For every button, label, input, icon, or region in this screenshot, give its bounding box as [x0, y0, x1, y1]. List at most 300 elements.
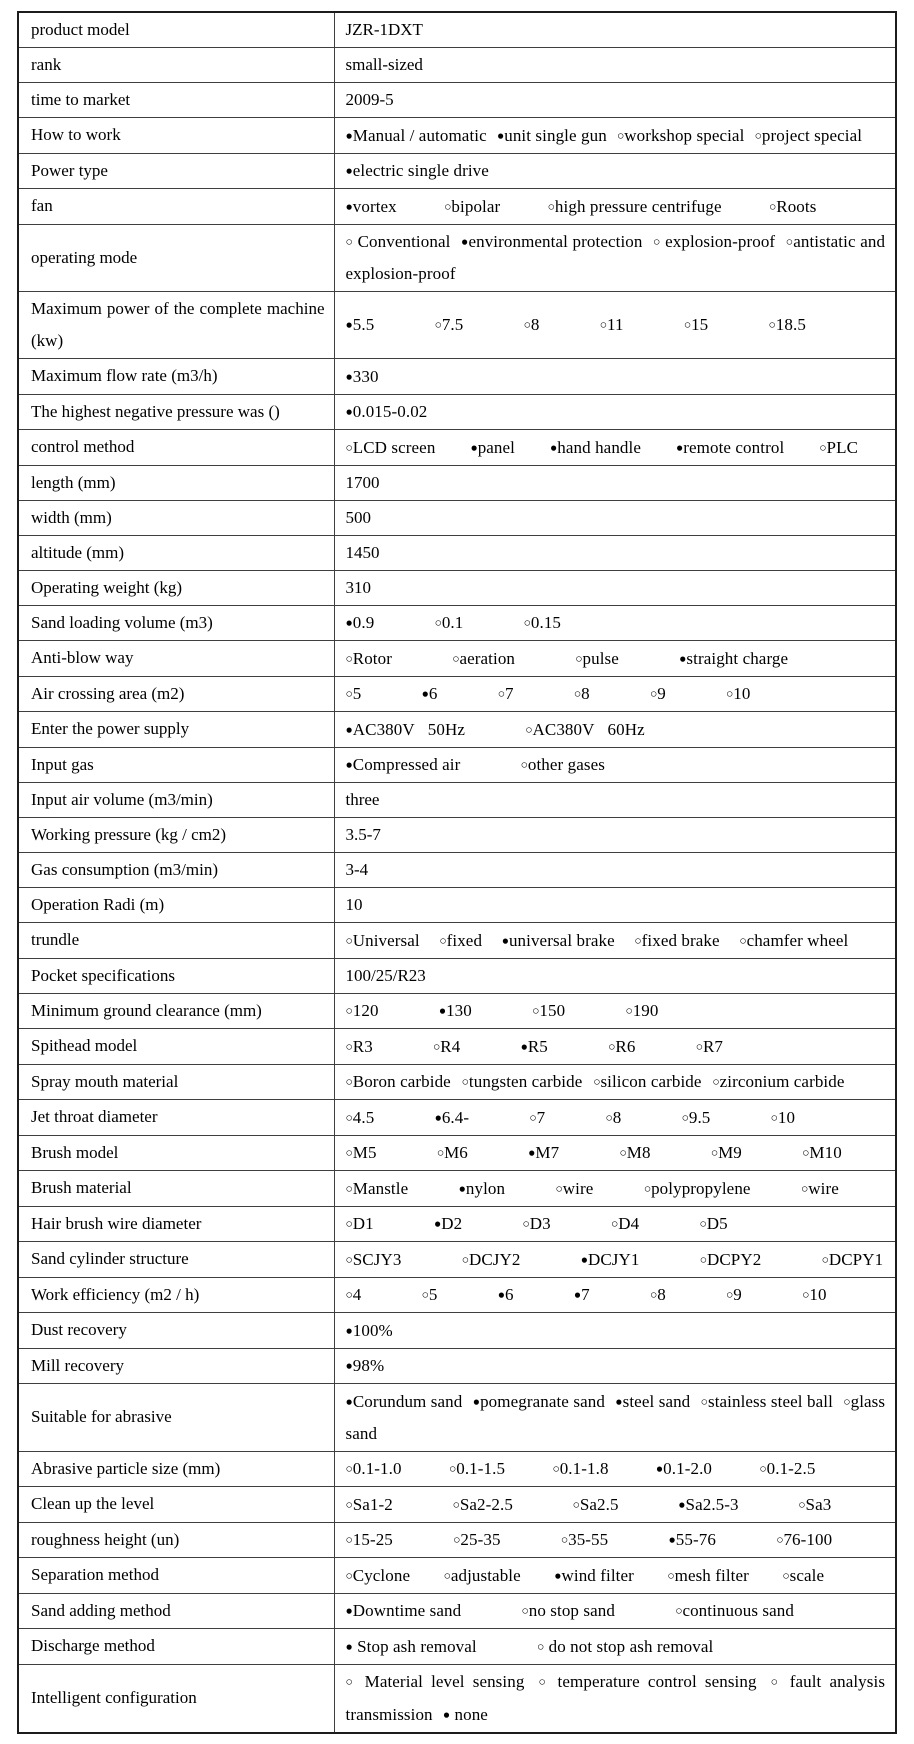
row-value: 100/25/R23 [334, 958, 896, 993]
row-value [334, 676, 896, 712]
row-label: Gas consumption (m3/min) [18, 853, 334, 888]
product-spec-table [17, 11, 897, 1734]
option [473, 1392, 605, 1411]
table-row [18, 747, 896, 783]
option-label: nylon [465, 1178, 506, 1198]
row-label: product model [18, 12, 334, 48]
row-label: Spithead model [18, 1029, 334, 1065]
row-label: Input air volume (m3/min) [18, 783, 334, 818]
row-label: Enter the power supply [18, 712, 334, 748]
option-label: 7 [504, 684, 514, 703]
radio-empty-icon: ○ [345, 1074, 353, 1089]
option-label: 8 [612, 1107, 622, 1127]
radio-empty-icon: ○ [532, 1003, 540, 1018]
option-label: stainless steel ball [707, 1391, 833, 1411]
radio-empty-icon: ○ [525, 722, 533, 736]
option [667, 1566, 749, 1585]
row-value [334, 224, 896, 292]
radio-empty-icon: ○ [770, 1674, 782, 1689]
radio-empty-icon: ○ [522, 1216, 530, 1231]
option-label: 0.15 [530, 613, 562, 632]
option-label: steel sand [622, 1391, 691, 1411]
row-label: Mill recovery [18, 1348, 334, 1384]
option [739, 931, 848, 950]
table-row [18, 888, 896, 923]
row-label: Input gas [18, 747, 334, 783]
option-label: M7 [535, 1143, 560, 1162]
table-row [18, 1242, 896, 1278]
radio-empty-icon: ○ [801, 1181, 809, 1195]
row-value [334, 1100, 896, 1136]
option-label: hand handle [557, 437, 641, 457]
option-label: unit single gun [504, 125, 607, 145]
option-label: R5 [527, 1036, 548, 1056]
option [726, 684, 750, 703]
option-label: 6 [504, 1285, 514, 1304]
row-label: Sand cylinder structure [18, 1242, 334, 1278]
option [346, 1495, 393, 1514]
option-label: 35-55 [568, 1530, 609, 1549]
option [771, 1108, 795, 1127]
option [444, 1566, 521, 1585]
table-row [18, 1522, 896, 1558]
option [522, 1214, 550, 1233]
radio-empty-icon: ○ [769, 199, 777, 213]
row-value [334, 1593, 896, 1629]
option-label: AC380V 60Hz [532, 719, 645, 739]
option-label: 8 [657, 1285, 666, 1304]
table-row [18, 818, 896, 853]
radio-empty-icon: ○ [523, 317, 531, 332]
option [346, 161, 489, 180]
radio-filled-icon: ● [345, 163, 353, 178]
option [346, 1179, 409, 1198]
radio-empty-icon: ○ [452, 651, 460, 665]
radio-empty-icon: ○ [345, 1216, 353, 1231]
radio-empty-icon: ○ [610, 1216, 619, 1231]
option-label: mesh filter [674, 1565, 749, 1585]
radio-empty-icon: ○ [345, 1110, 353, 1124]
option [435, 613, 464, 632]
radio-filled-icon: ● [460, 234, 469, 249]
row-label: Sand loading volume (m3) [18, 605, 334, 641]
option [433, 1037, 460, 1056]
radio-empty-icon: ○ [521, 1603, 529, 1618]
radio-empty-icon: ○ [520, 757, 528, 772]
option-label: 7 [581, 1285, 590, 1304]
table-row [18, 48, 896, 83]
row-value [334, 1522, 896, 1558]
option-label: bipolar [451, 196, 501, 216]
option [769, 315, 806, 334]
radio-filled-icon: ● [458, 1181, 466, 1195]
table-row [18, 1135, 896, 1171]
table-row [18, 1206, 896, 1242]
option-label: DCPY2 [706, 1249, 762, 1269]
option [346, 684, 362, 703]
row-label: Sand adding method [18, 1593, 334, 1629]
row-label: Maximum power of the complete machine (kw) [18, 292, 334, 359]
row-label: rank [18, 48, 334, 83]
option-label: electric single drive [352, 161, 489, 180]
row-value [334, 359, 896, 395]
option-label: 7.5 [441, 315, 464, 335]
option-label: DCJY2 [468, 1249, 521, 1269]
radio-filled-icon: ● [573, 1287, 582, 1302]
option-label: R7 [702, 1036, 723, 1056]
table-row [18, 853, 896, 888]
radio-empty-icon: ○ [461, 1074, 469, 1089]
option-label: M10 [809, 1143, 842, 1162]
radio-filled-icon: ● [345, 199, 353, 213]
option [462, 1072, 583, 1091]
row-label: Suitable for abrasive [18, 1384, 334, 1452]
row-value [334, 1242, 896, 1278]
option-label: 8 [530, 315, 540, 335]
option-label: wire [808, 1178, 839, 1198]
radio-empty-icon: ○ [523, 615, 531, 630]
radio-empty-icon: ○ [785, 234, 794, 249]
radio-filled-icon: ● [520, 1039, 528, 1053]
radio-empty-icon: ○ [821, 1252, 829, 1266]
row-label: The highest negative pressure was () [18, 394, 334, 430]
option-label: Rotor [352, 648, 392, 668]
row-label: Air crossing area (m2) [18, 676, 334, 712]
radio-filled-icon: ● [345, 317, 353, 332]
option-label: SCJY3 [352, 1249, 402, 1269]
option-label: Material level sensing [356, 1672, 525, 1691]
radio-empty-icon: ○ [572, 1497, 580, 1511]
option-label: silicon carbide [600, 1072, 702, 1091]
radio-empty-icon: ○ [776, 1532, 784, 1547]
option-label: 100% [352, 1320, 393, 1340]
radio-empty-icon: ○ [436, 1145, 445, 1160]
radio-filled-icon: ● [678, 1497, 686, 1511]
radio-filled-icon: ● [421, 686, 429, 701]
row-label: length (mm) [18, 465, 334, 500]
option-label: 10 [809, 1285, 827, 1304]
radio-empty-icon: ○ [434, 615, 442, 630]
option-label: Sa1-2 [352, 1494, 393, 1514]
option [439, 931, 482, 950]
option-label: 10 [733, 684, 751, 703]
table-row [18, 1277, 896, 1313]
row-value: 2009-5 [334, 83, 896, 118]
radio-empty-icon: ○ [439, 933, 447, 947]
option [346, 1356, 385, 1375]
radio-empty-icon: ○ [345, 1674, 357, 1689]
row-label: time to market [18, 83, 334, 118]
radio-filled-icon: ● [655, 1461, 664, 1476]
row-label: Brush model [18, 1135, 334, 1171]
option-label: D5 [706, 1214, 728, 1233]
row-value [334, 1384, 896, 1452]
option-label: 76-100 [783, 1530, 833, 1549]
option [502, 931, 615, 950]
row-label: Spray mouth material [18, 1064, 334, 1100]
option [552, 1459, 608, 1478]
row-value [334, 1171, 896, 1207]
row-value [334, 712, 896, 748]
radio-filled-icon: ● [550, 440, 558, 454]
option [346, 1530, 393, 1549]
option [435, 1108, 470, 1127]
radio-empty-icon: ○ [649, 1287, 658, 1302]
option-label: pulse [582, 648, 619, 668]
radio-empty-icon: ○ [345, 234, 354, 249]
option [608, 1037, 635, 1056]
radio-filled-icon: ● [528, 1145, 536, 1160]
option [625, 1001, 658, 1020]
option [619, 1143, 650, 1162]
row-label: roughness height (un) [18, 1522, 334, 1558]
option-label: Sa2.5-3 [685, 1494, 739, 1514]
radio-filled-icon: ● [676, 440, 684, 454]
option-label: Sa3 [805, 1494, 832, 1514]
option [346, 1214, 374, 1233]
table-row [18, 958, 896, 993]
row-label: Working pressure (kg / cm2) [18, 818, 334, 853]
option-label: antistatic and explosion-proof [345, 232, 886, 283]
option-label: 5 [352, 684, 362, 703]
row-value: 3.5-7 [334, 818, 896, 853]
option-label: 130 [446, 1001, 472, 1020]
option [678, 1495, 738, 1514]
radio-empty-icon: ○ [754, 128, 762, 142]
option [656, 1459, 712, 1478]
row-value [334, 292, 896, 359]
row-value [334, 153, 896, 189]
option [346, 232, 451, 251]
row-value: JZR-1DXT [334, 12, 896, 48]
row-value [334, 1313, 896, 1349]
option-label: 6 [428, 684, 438, 703]
option [453, 1495, 513, 1514]
table-row [18, 1487, 896, 1523]
option-label: 0.1-1.5 [456, 1459, 506, 1478]
row-value: 310 [334, 570, 896, 605]
radio-filled-icon: ● [580, 1252, 588, 1266]
option [575, 649, 619, 668]
radio-empty-icon: ○ [345, 1003, 353, 1018]
option [802, 1143, 842, 1162]
radio-empty-icon: ○ [421, 1287, 429, 1302]
row-label: Hair brush wire diameter [18, 1206, 334, 1242]
option [346, 1672, 525, 1691]
option [712, 1072, 844, 1091]
radio-empty-icon: ○ [712, 1074, 720, 1089]
option-label: pomegranate sand [480, 1391, 605, 1411]
spec-table-body [18, 12, 896, 1733]
radio-empty-icon: ○ [434, 317, 442, 332]
radio-empty-icon: ○ [345, 1181, 353, 1195]
row-label: Abrasive particle size (mm) [18, 1451, 334, 1487]
row-value: 10 [334, 888, 896, 923]
option-label: temperature control sensing [549, 1672, 757, 1691]
option [600, 315, 624, 334]
option [521, 1601, 614, 1620]
radio-empty-icon: ○ [453, 1532, 461, 1547]
option [346, 1072, 451, 1091]
option [346, 197, 397, 216]
radio-empty-icon: ○ [599, 317, 607, 332]
option [439, 1001, 472, 1020]
radio-empty-icon: ○ [537, 1639, 545, 1653]
option [556, 1179, 594, 1198]
option-label: 150 [539, 1001, 566, 1020]
option [701, 1392, 833, 1411]
option-label: other gases [527, 755, 605, 774]
option [802, 1285, 826, 1304]
option-label: M6 [444, 1143, 468, 1162]
option [684, 315, 708, 334]
option-label: R6 [615, 1036, 636, 1056]
option [769, 197, 816, 216]
option-label: Boron carbide [352, 1072, 451, 1091]
row-label: Brush material [18, 1171, 334, 1207]
option [346, 1250, 402, 1269]
table-row [18, 570, 896, 605]
row-label: control method [18, 430, 334, 466]
table-row [18, 1171, 896, 1207]
option [498, 1285, 514, 1304]
option-label: Stop ash removal [352, 1636, 477, 1656]
radio-filled-icon: ● [345, 1639, 353, 1653]
row-value [334, 1664, 896, 1733]
radio-filled-icon: ● [345, 757, 353, 772]
option [346, 755, 461, 774]
radio-empty-icon: ○ [759, 1461, 767, 1476]
option [726, 1285, 742, 1304]
option-label: chamfer wheel [746, 930, 849, 950]
option-label: 330 [352, 366, 379, 386]
option [346, 1566, 411, 1585]
option [346, 438, 436, 457]
row-label: Separation method [18, 1558, 334, 1594]
radio-empty-icon: ○ [575, 651, 583, 665]
radio-empty-icon: ○ [443, 1568, 451, 1582]
row-value [334, 1029, 896, 1065]
option [528, 1143, 559, 1162]
option [669, 1530, 716, 1549]
row-label: How to work [18, 118, 334, 154]
radio-empty-icon: ○ [675, 1603, 683, 1618]
option [346, 1392, 463, 1411]
option [574, 684, 590, 703]
radio-filled-icon: ● [472, 1394, 481, 1408]
option [711, 1143, 742, 1162]
row-label: Operating weight (kg) [18, 570, 334, 605]
option-label: Compressed air [352, 755, 461, 774]
radio-empty-icon: ○ [444, 199, 452, 213]
radio-empty-icon: ○ [345, 686, 353, 701]
option-label: 18.5 [775, 315, 806, 335]
table-row [18, 1664, 896, 1733]
option-label: adjustable [450, 1565, 521, 1585]
option-label: Roots [776, 196, 817, 216]
radio-empty-icon: ○ [345, 440, 353, 454]
radio-empty-icon: ○ [802, 1287, 810, 1302]
option [801, 1179, 839, 1198]
option-label: 5.5 [352, 315, 375, 335]
option-label: 0.1-1.8 [559, 1459, 609, 1478]
option-label: 9.5 [688, 1107, 711, 1127]
option [346, 1601, 462, 1620]
option [346, 1001, 379, 1020]
option-label: DCPY1 [828, 1249, 884, 1269]
option [822, 1250, 884, 1269]
option [682, 1108, 711, 1127]
radio-empty-icon: ○ [345, 1252, 353, 1266]
radio-filled-icon: ● [345, 369, 353, 383]
option [679, 649, 788, 668]
radio-filled-icon: ● [501, 933, 509, 947]
option-label: 0.1-2.0 [663, 1459, 713, 1478]
row-value [334, 1135, 896, 1171]
option-label: universal brake [508, 930, 615, 950]
option [532, 1001, 565, 1020]
option-label: M9 [718, 1143, 742, 1162]
radio-empty-icon: ○ [726, 1287, 734, 1302]
table-row [18, 1313, 896, 1349]
radio-empty-icon: ○ [782, 1568, 790, 1582]
radio-empty-icon: ○ [345, 933, 353, 947]
option-label: 4 [352, 1285, 362, 1304]
option [593, 1072, 701, 1091]
option-label: no stop sand [528, 1601, 615, 1620]
option [699, 1214, 727, 1233]
option [644, 1179, 751, 1198]
option-label: PLC [826, 437, 859, 457]
row-label: trundle [18, 923, 334, 959]
table-row [18, 923, 896, 959]
radio-filled-icon: ● [496, 128, 505, 142]
option-label: 55-76 [675, 1530, 716, 1549]
option-label: Manual / automatic [352, 125, 487, 145]
option-label: project special [761, 125, 863, 145]
radio-empty-icon: ○ [625, 1003, 633, 1018]
row-value [334, 993, 896, 1029]
radio-empty-icon: ○ [345, 1461, 353, 1476]
option [538, 1672, 756, 1691]
table-row [18, 605, 896, 641]
option-label: fault analysis transmission [345, 1672, 886, 1724]
row-label: Power type [18, 153, 334, 189]
radio-empty-icon: ○ [452, 1497, 460, 1511]
row-label: Intelligent configuration [18, 1664, 334, 1733]
option-label: 15 [691, 315, 709, 335]
option [611, 1214, 639, 1233]
radio-filled-icon: ● [679, 651, 687, 665]
option [548, 197, 722, 216]
table-row [18, 1100, 896, 1136]
option [650, 684, 666, 703]
row-label: operating mode [18, 224, 334, 292]
option [449, 1459, 505, 1478]
option-label: straight charge [686, 648, 789, 668]
table-row [18, 1593, 896, 1629]
table-row [18, 12, 896, 48]
option-label: 0.1-1.0 [352, 1459, 402, 1478]
option-label: remote control [683, 437, 785, 457]
option-label: R4 [440, 1036, 461, 1056]
option-label: tungsten carbide [468, 1072, 583, 1091]
option-label: 6.4- [441, 1107, 470, 1127]
option [346, 1321, 393, 1340]
radio-filled-icon: ● [345, 1603, 353, 1618]
option-label: wind filter [561, 1565, 634, 1585]
radio-empty-icon: ○ [433, 1039, 441, 1053]
